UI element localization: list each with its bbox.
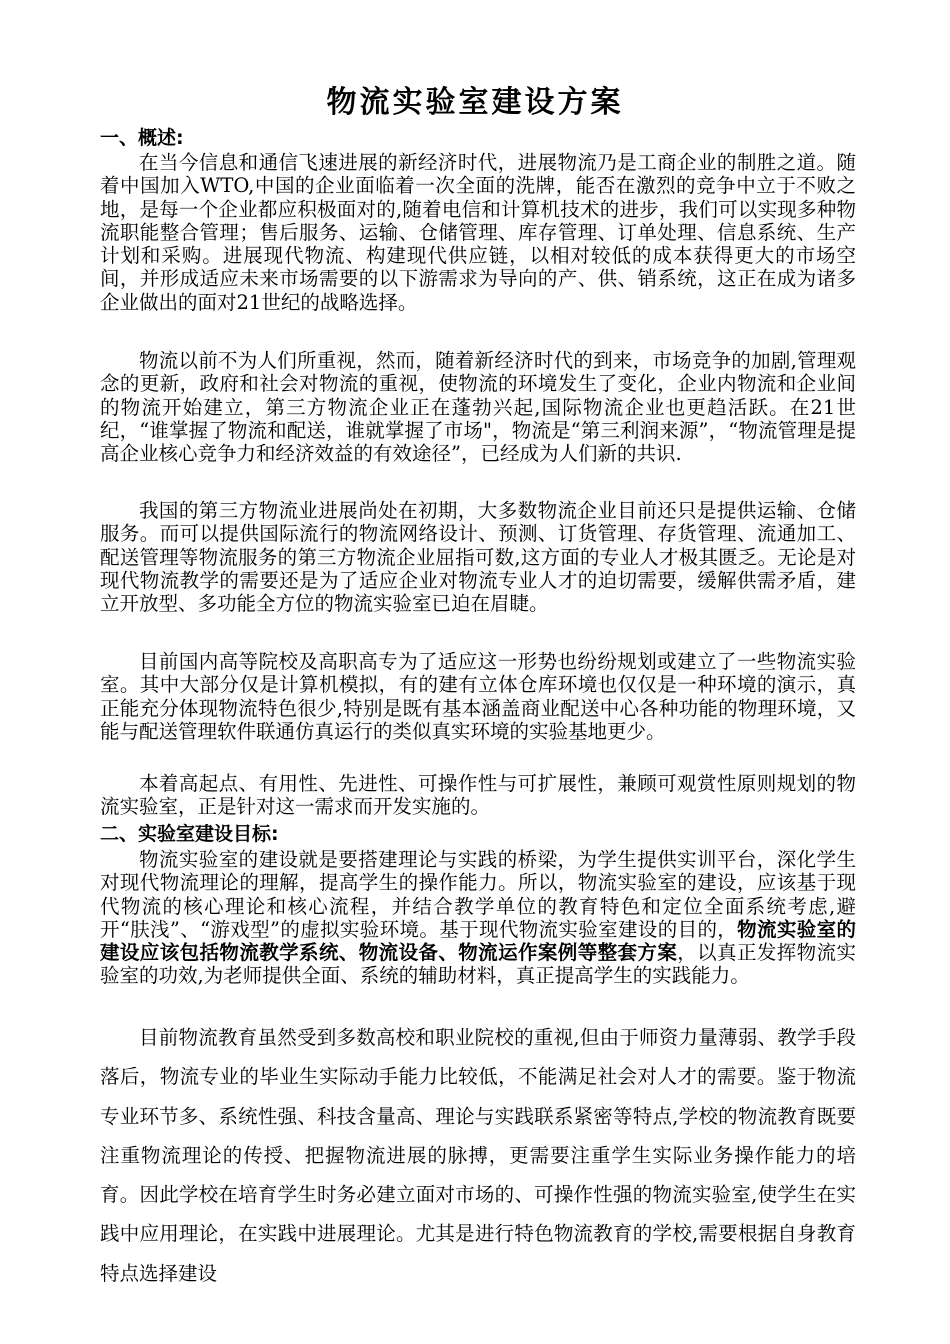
overview-paragraph-3: 我国的第三方物流业进展尚处在初期，大多数物流企业目前还只是提供运输、仓储服务。而可以提供国际流行的物流网络设计、预测、订货管理、存货管理、流通加工、配送管理等物流服务的第三方物流企业屈指可数,这方面的专业人才极其匮乏。无论是对现代物流教学的需要还是为了适应企业对物流专业人才的迫切需要，缓解供需矛盾，建立开放型、多功能全方位的物流实验室已迫在眉睫。 xyxy=(100,499,856,616)
document-title: 物流实验室建设方案 xyxy=(326,85,624,120)
overview-paragraph-1: 在当今信息和通信飞速进展的新经济时代，进展物流乃是工商企业的制胜之道。随着中国加入WTO,中国的企业面临着一次全面的洗牌，能否在激烈的竞争中立于不败之地，是每一个企业都应积极面对的,随着电信和计算机技术的进步，我们可以实现多种物流职能整合管理；售后服务、运输、仓储管理、库存管理、订单处理、信息系统、生产计划和采购。进展现代物流、构建现代供应链，以相对较低的成本获得更大的市场空间，并形成适应未来市场需要的以下游需求为导向的产、供、销系统，这正在成为诸多企业做出的面对21世纪的战略选择。 xyxy=(100,151,856,314)
goals-paragraph-1-emphasis: 物流实验室的建设应该包括物流教学系统、物流设备、物流运作案例等整套方案 xyxy=(100,917,856,965)
goals-paragraph-1-text-b: ，以真正发挥物流实验室的功效,为老师提供全面、系统的辅助材料，真正提高学生的实践能力。 xyxy=(100,941,856,988)
overview-paragraph-4: 目前国内高等院校及高职高专为了适应这一形势也纷纷规划或建立了一些物流实验室。其中大部分仅是计算机模拟，有的建有立体仓库环境也仅仅是一种环境的演示，真正能充分体现物流特色很少,特别是既有基本涵盖商业配送中心各种功能的物理环境，又能与配送管理软件联通仿真运行的类似真实环境的实验基地更少。 xyxy=(100,650,856,743)
overview-paragraph-5: 本着高起点、有用性、先进性、可操作性与可扩展性，兼顾可观赏性原则规划的物流实验室，正是针对这一需求而开发实施的。 xyxy=(100,772,856,819)
goals-paragraph-2: 目前物流教育虽然受到多数高校和职业院校的重视,但由于师资力量薄弱、教学手段落后，物流专业的毕业生实际动手能力比较低，不能满足社会对人才的需要。鉴于物流专业环节多、系统性强、科技含量高、理论与实践联系紧密等特点,学校的物流教育既要注重物流理论的传授、把握物流进展的脉搏，更需要注重学生实际业务操作能力的培育。因此学校在培育学生时务必建立面对市场的、可操作性强的物流实验室,使学生在实践中应用理论，在实践中进展理论。尤其是进行特色物流教育的学校,需要根据自身教育特点选择建设 xyxy=(100,1026,856,1285)
goals-paragraph-1 xyxy=(100,848,856,988)
overview-paragraph-2: 物流以前不为人们所重视，然而，随着新经济时代的到来，市场竞争的加剧,管理观念的更新，政府和社会对物流的重视，使物流的环境发生了变化，企业内物流和企业间的物流开始建立，第三方物流企业正在蓬勃兴起,国际物流企业也更趋活跃。在21世纪，“谁掌握了物流和配送，谁就掌握了市场"，物流是“第三利润来源”，“物流管理是提高企业核心竞争力和经济效益的有效途径”，已经成为人们新的共识. xyxy=(100,349,856,466)
section-heading-goals: 二、实验室建设目标: xyxy=(100,823,279,845)
goals-paragraph-1-text-a: 物流实验室的建设就是要搭建理论与实践的桥梁，为学生提供实训平台，深化学生对现代物流理论的理解，提高学生的操作能力。所以，物流实验室的建设，应该基于现代物流的核心理论和核心流程，并结合教学单位的教育特色和定位全面系统考虑,避开“肤浅”、“游戏型”的虚拟实验环境。基于现代物流实验室建设的目的， xyxy=(100,848,856,941)
section-heading-overview: 一、概述: xyxy=(100,127,184,149)
